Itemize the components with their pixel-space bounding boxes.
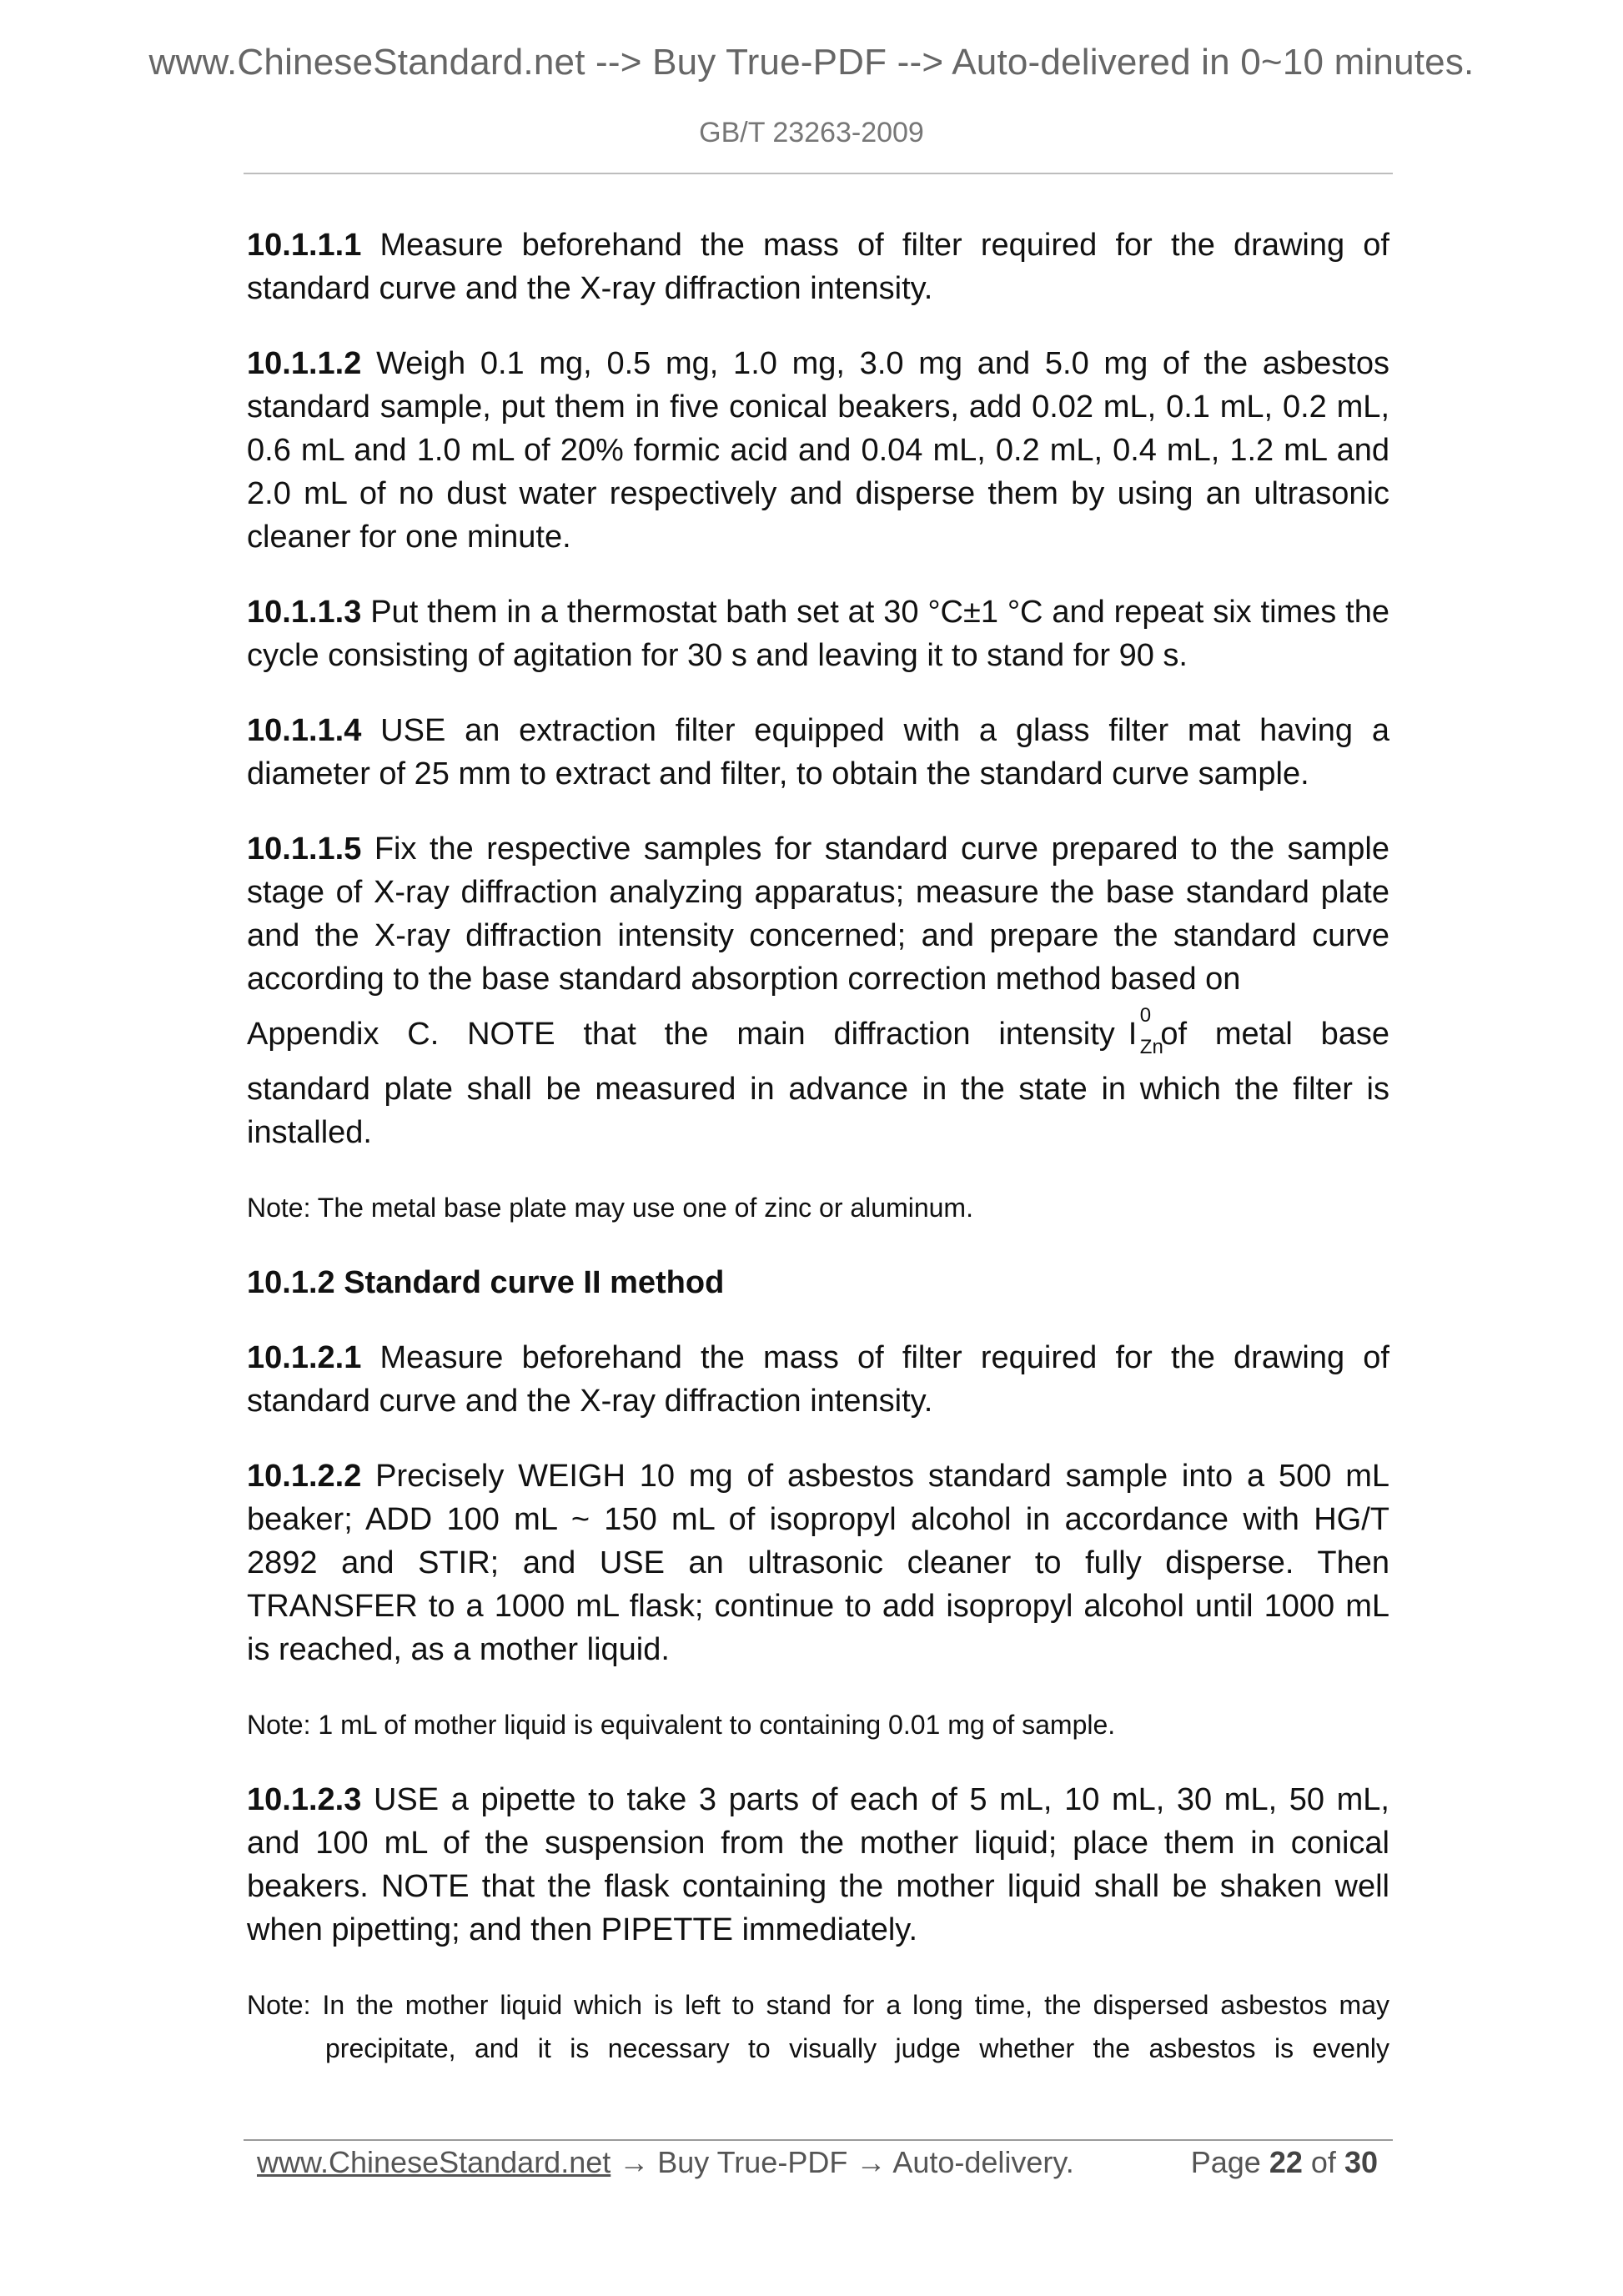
clause-text: of metal base	[1160, 1017, 1389, 1052]
clause-text: Fix the respective samples for standard curve prepared to the sample stage of X-ray diffraction analyzing apparatus; measure the base standard plate and the X-ray diffraction intensity concerned; and prepare the standard curve according to the base standard absorption correction method based on	[247, 831, 1389, 997]
clause-text: Measure beforehand the mass of filter required for the drawing of standard curve and the X-ray diffraction intensity.	[247, 228, 1389, 306]
page-footer	[257, 2145, 1383, 2187]
clause-10-1-2-1	[247, 1336, 1389, 1423]
note: Note: The metal base plate may use one of zinc or aluminum.	[247, 1193, 973, 1223]
section-heading: 10.1.2 Standard curve II method	[247, 1265, 725, 1300]
current-page: 22	[1269, 2145, 1303, 2179]
clause-10-1-2-2	[247, 1454, 1389, 1671]
clause-10-1-2-3	[247, 1778, 1389, 1952]
clause-number: 10.1.1.5	[247, 831, 362, 867]
clause-10-1-1-2	[247, 342, 1389, 559]
page-number	[1191, 2145, 1378, 2180]
footer-website-link[interactable]: www.ChineseStandard.net	[257, 2145, 611, 2179]
footer-divider	[244, 2139, 1393, 2141]
clause-text: Weigh 0.1 mg, 0.5 mg, 1.0 mg, 3.0 mg and 5.0 mg of the asbestos standard sample, put them in five conical beakers, add 0.02 mL, 0.1 mL, 0.2 mL, 0.6 mL and 1.0 mL of 20% formic acid and 0.04 mL, 0.2 mL, 0.4 mL, 1.2 mL and 2.0 mL of no dust water respectively and disperse them by using an ultrasonic cleaner for one minute.	[247, 346, 1389, 555]
note	[247, 1983, 1389, 2070]
clause-number: 10.1.1.1	[247, 228, 362, 263]
note-first-line: Note: In the mother liquid which is left to stand for a long time, the dispersed asbestos may	[247, 1990, 1389, 2020]
clause-text: Measure beforehand the mass of filter required for the drawing of standard curve and the X-ray diffraction intensity.	[247, 1340, 1389, 1419]
symbol-superscript: 0	[1139, 1004, 1152, 1027]
clause-text: USE an extraction filter equipped with a glass filter mat having a diameter of 25 mm to extract and filter, to obtain the standard curve sample.	[247, 713, 1389, 791]
total-pages: 30	[1344, 2145, 1378, 2179]
clause-text-block	[247, 827, 1389, 1001]
document-id: GB/T 23263-2009	[699, 117, 924, 148]
clause-number: 10.1.2.2	[247, 1459, 362, 1494]
symbol-subscript: Zn	[1139, 1036, 1163, 1058]
note-continuation: precipitate, and it is necessary to visually judge whether the asbestos is evenly	[325, 2033, 1389, 2063]
footer-promo-text: → Buy True-PDF → Auto-delivery.	[611, 2145, 1074, 2179]
clause-number: 10.1.2.1	[247, 1340, 362, 1375]
page-label: Page	[1190, 2145, 1261, 2179]
clause-10-1-1-5	[247, 827, 1389, 1154]
page-content	[247, 224, 1389, 2102]
header-divider	[244, 173, 1393, 174]
clause-text: Appendix C. NOTE that the main diffraction intensity	[247, 1017, 1115, 1052]
formula-line	[247, 1004, 1389, 1058]
clause-text: Precisely WEIGH 10 mg of asbestos standard sample into a 500 mL beaker; ADD 100 mL ~ 150 mL of isopropyl alcohol in accordance with HG/T 2892 and STIR; and USE an ultrasonic cleaner to fully disperse. Then TRANSFER to a 1000 mL flask; continue to add isopropyl alcohol until 1000 mL is reached, as a mother liquid.	[247, 1459, 1389, 1667]
intensity-symbol	[1115, 1004, 1163, 1058]
top-banner: www.ChineseStandard.net --> Buy True-PDF --> Auto-delivered in 0~10 minutes.	[148, 42, 1475, 83]
clause-10-1-1-1	[247, 224, 1389, 310]
symbol-base: I	[1128, 1017, 1138, 1052]
clause-10-1-1-3	[247, 590, 1389, 677]
note: Note: 1 mL of mother liquid is equivalent to containing 0.01 mg of sample.	[247, 1710, 1116, 1740]
clause-number: 10.1.1.2	[247, 346, 362, 381]
clause-number: 10.1.1.3	[247, 595, 362, 630]
clause-number: 10.1.1.4	[247, 713, 362, 748]
clause-text: Put them in a thermostat bath set at 30 °C±1 °C and repeat six times the cycle consisting of agitation for 30 s and leaving it to stand for 90 s.	[247, 595, 1389, 673]
clause-10-1-1-4	[247, 709, 1389, 796]
footer-promo	[257, 2145, 1074, 2180]
clause-text: USE a pipette to take 3 parts of each of 5 mL, 10 mL, 30 mL, 50 mL, and 100 mL of the suspension from the mother liquid; place them in conical beakers. NOTE that the flask containing the mother liquid shall be shaken well when pipetting; and then PIPETTE immediately.	[247, 1782, 1389, 1947]
clause-number: 10.1.2.3	[247, 1782, 362, 1817]
of-label: of	[1310, 2145, 1336, 2179]
clause-text: standard plate shall be measured in advance in the state in which the filter is installed.	[247, 1072, 1389, 1150]
